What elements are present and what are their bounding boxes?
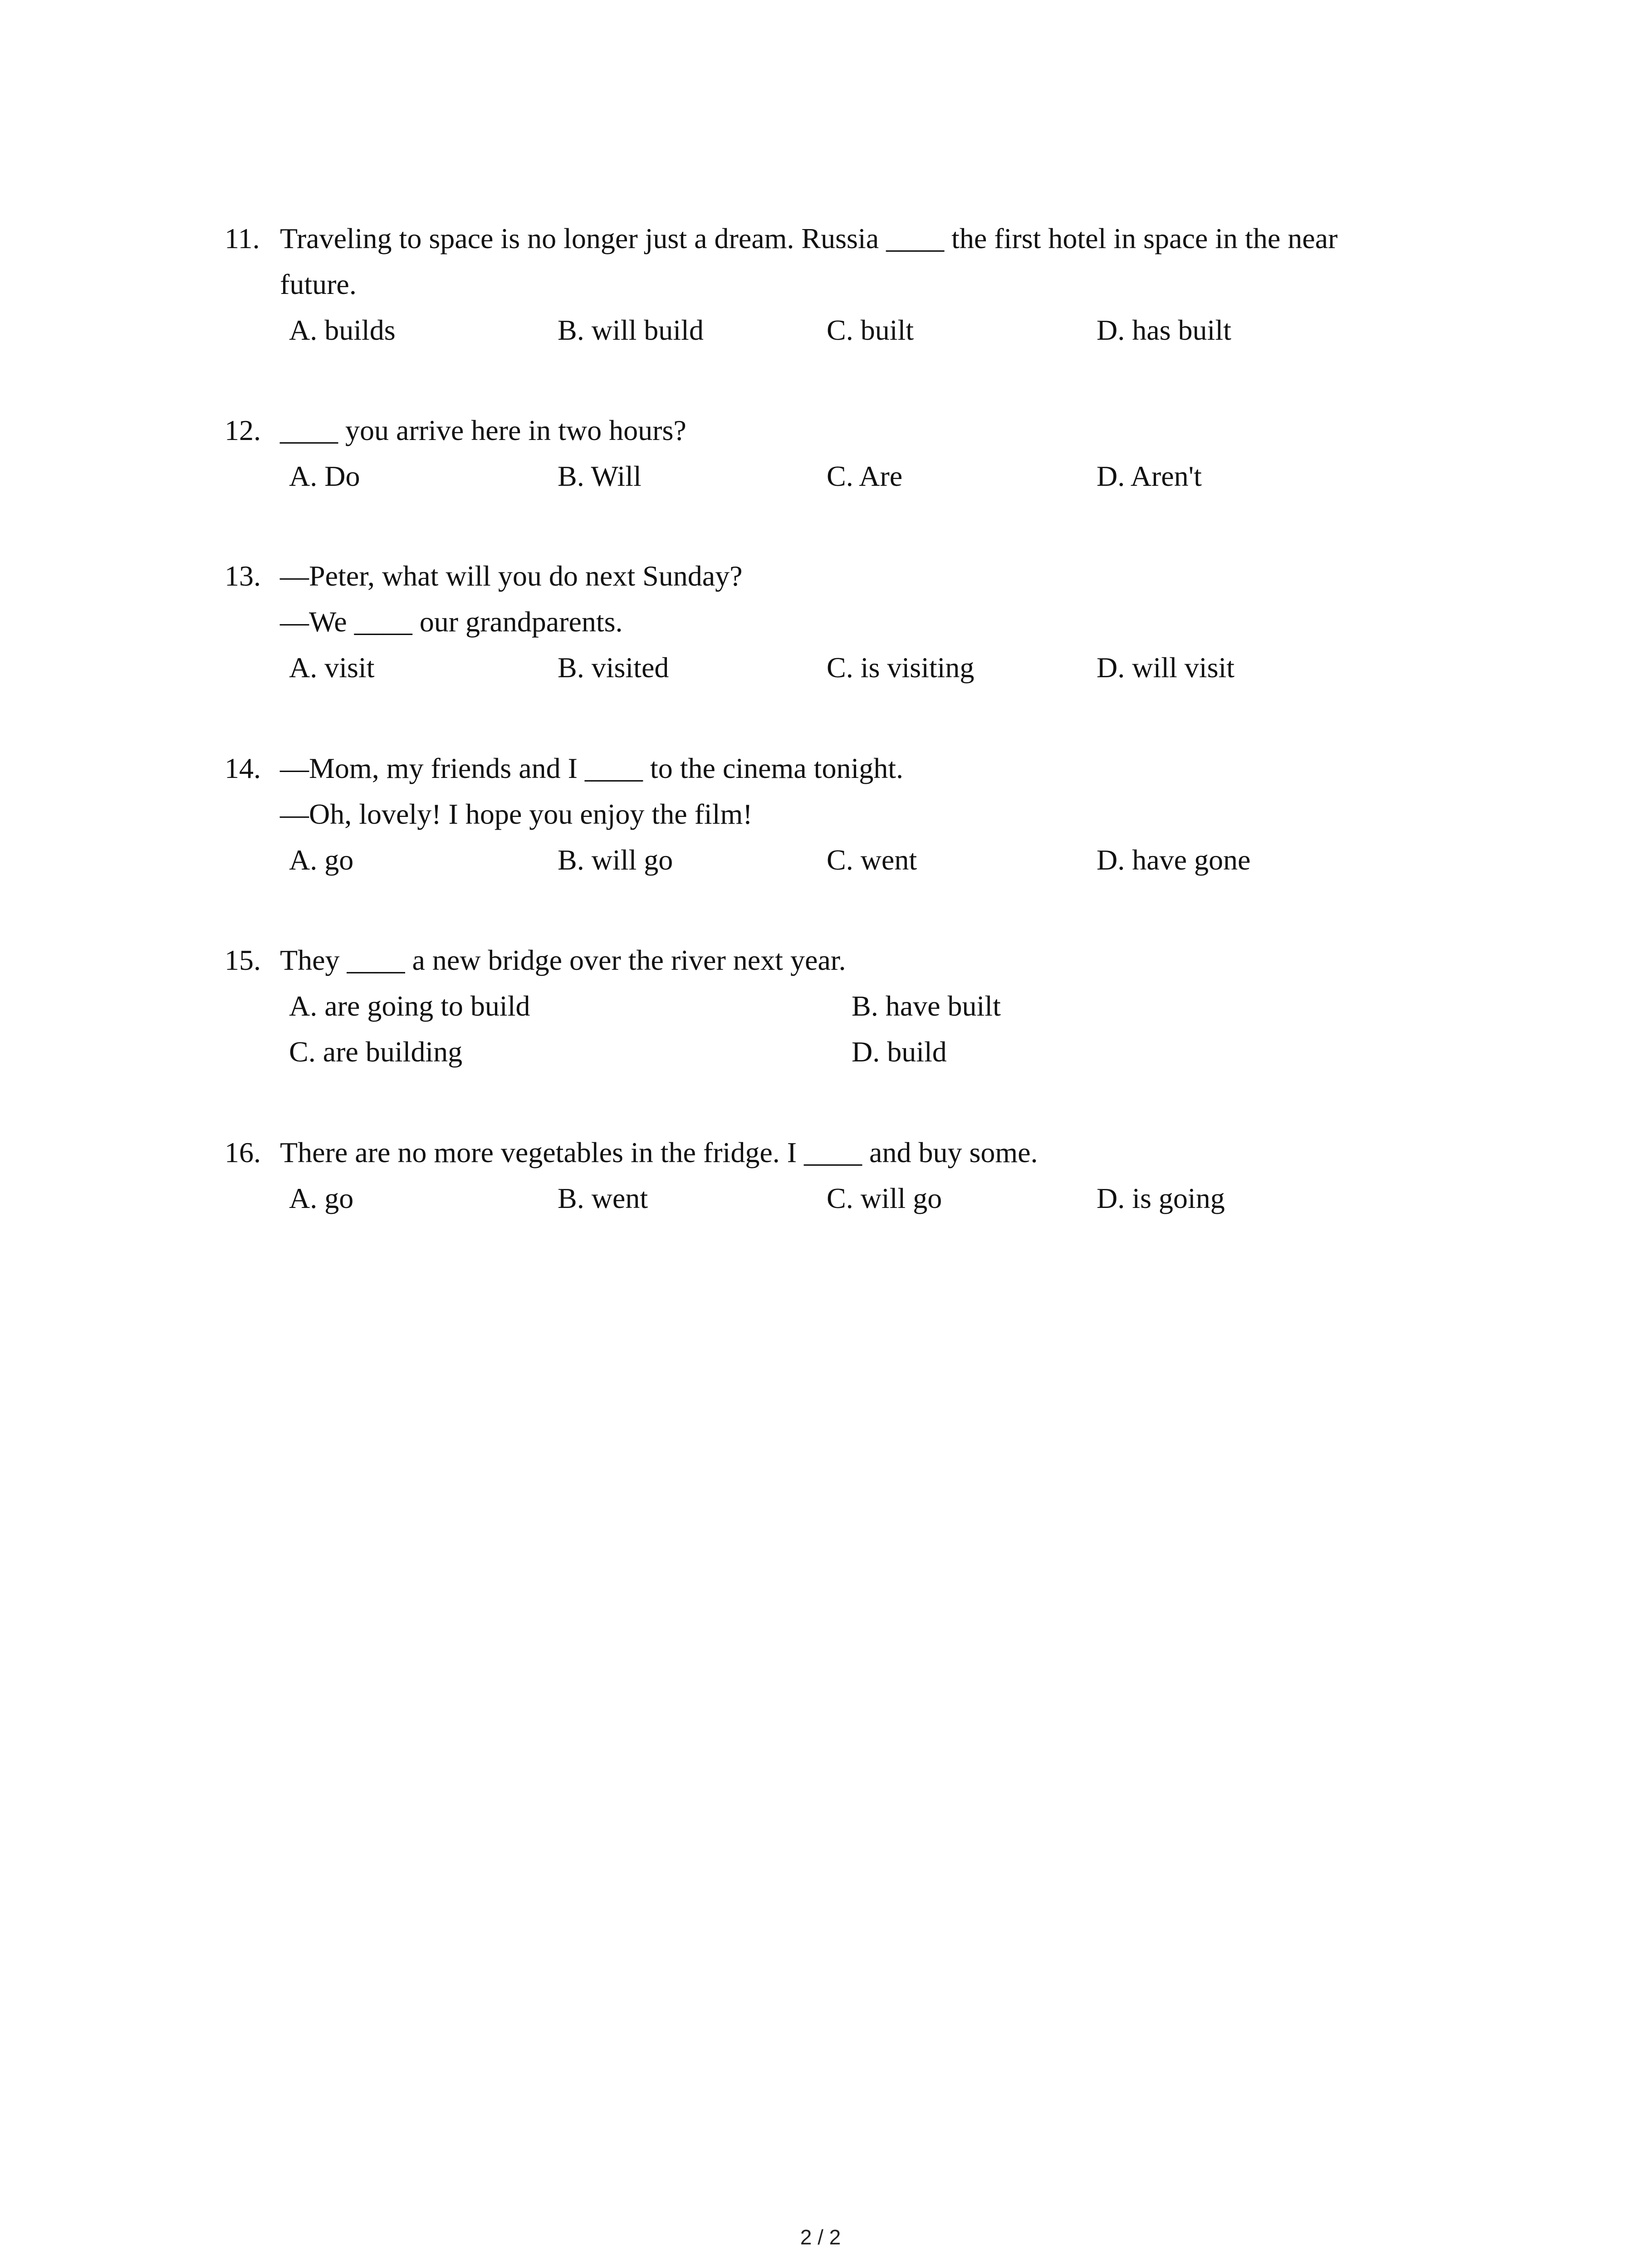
option-c: C. built — [827, 314, 914, 346]
question-body — [280, 215, 1440, 307]
option-a: A. builds — [289, 314, 396, 346]
option-b: B. will go — [558, 844, 673, 876]
option-a: A. go — [289, 1182, 354, 1214]
option-d: D. Aren't — [1097, 460, 1202, 492]
option-d: D. have gone — [1097, 844, 1251, 876]
question-13 — [225, 553, 1440, 690]
question-number: 12. — [225, 414, 261, 446]
question-text-line: —We ____ our grandparents. — [280, 606, 623, 638]
question-text-line: —Oh, lovely! I hope you enjoy the film! — [280, 798, 753, 830]
option-d: D. is going — [1097, 1182, 1225, 1214]
option-a: A. go — [289, 844, 354, 876]
answer-options — [289, 307, 1440, 353]
option-a: A. Do — [289, 460, 360, 492]
option-b: B. visited — [558, 651, 669, 684]
option-a: A. visit — [289, 651, 375, 684]
answer-options — [289, 837, 1440, 883]
question-body — [280, 745, 1440, 837]
answer-options — [289, 983, 1440, 1075]
question-14 — [225, 745, 1440, 883]
question-body — [280, 407, 1440, 453]
question-number: 14. — [225, 752, 261, 784]
question-text-line: Traveling to space is no longer just a dream. Russia ____ the first hotel in space in the near — [280, 222, 1338, 254]
option-d: D. build — [852, 1036, 947, 1068]
option-b: B. have built — [852, 990, 1001, 1022]
question-text-line: —Peter, what will you do next Sunday? — [280, 560, 743, 592]
option-c: C. went — [827, 844, 917, 876]
question-12 — [225, 407, 1440, 499]
answer-options — [289, 1175, 1440, 1221]
question-number: 11. — [225, 222, 260, 254]
option-d: D. has built — [1097, 314, 1231, 346]
question-text-line: ____ you arrive here in two hours? — [280, 414, 686, 446]
answer-options — [289, 645, 1440, 690]
question-text-line: future. — [280, 268, 357, 300]
question-15 — [225, 937, 1440, 1075]
question-body — [280, 937, 1440, 983]
question-number: 13. — [225, 560, 261, 592]
option-b: B. will build — [558, 314, 704, 346]
answer-options — [289, 453, 1440, 499]
option-d: D. will visit — [1097, 651, 1235, 684]
option-c: C. Are — [827, 460, 903, 492]
question-11 — [225, 215, 1440, 353]
option-c: C. will go — [827, 1182, 942, 1214]
question-text-line: They ____ a new bridge over the river next year. — [280, 944, 846, 976]
question-number: 16. — [225, 1136, 261, 1168]
option-c: C. are building — [289, 1036, 463, 1068]
page-number: 2 / 2 — [800, 2225, 841, 2249]
question-body — [280, 553, 1440, 645]
option-a: A. are going to build — [289, 990, 530, 1022]
question-number: 15. — [225, 944, 261, 976]
option-c: C. is visiting — [827, 651, 975, 684]
question-body — [280, 1129, 1440, 1175]
option-b: B. Will — [558, 460, 642, 492]
option-b: B. went — [558, 1182, 648, 1214]
question-text-line: There are no more vegetables in the fridge. I ____ and buy some. — [280, 1136, 1038, 1168]
question-16 — [225, 1129, 1440, 1221]
question-text-line: —Mom, my friends and I ____ to the cinema tonight. — [280, 752, 903, 784]
